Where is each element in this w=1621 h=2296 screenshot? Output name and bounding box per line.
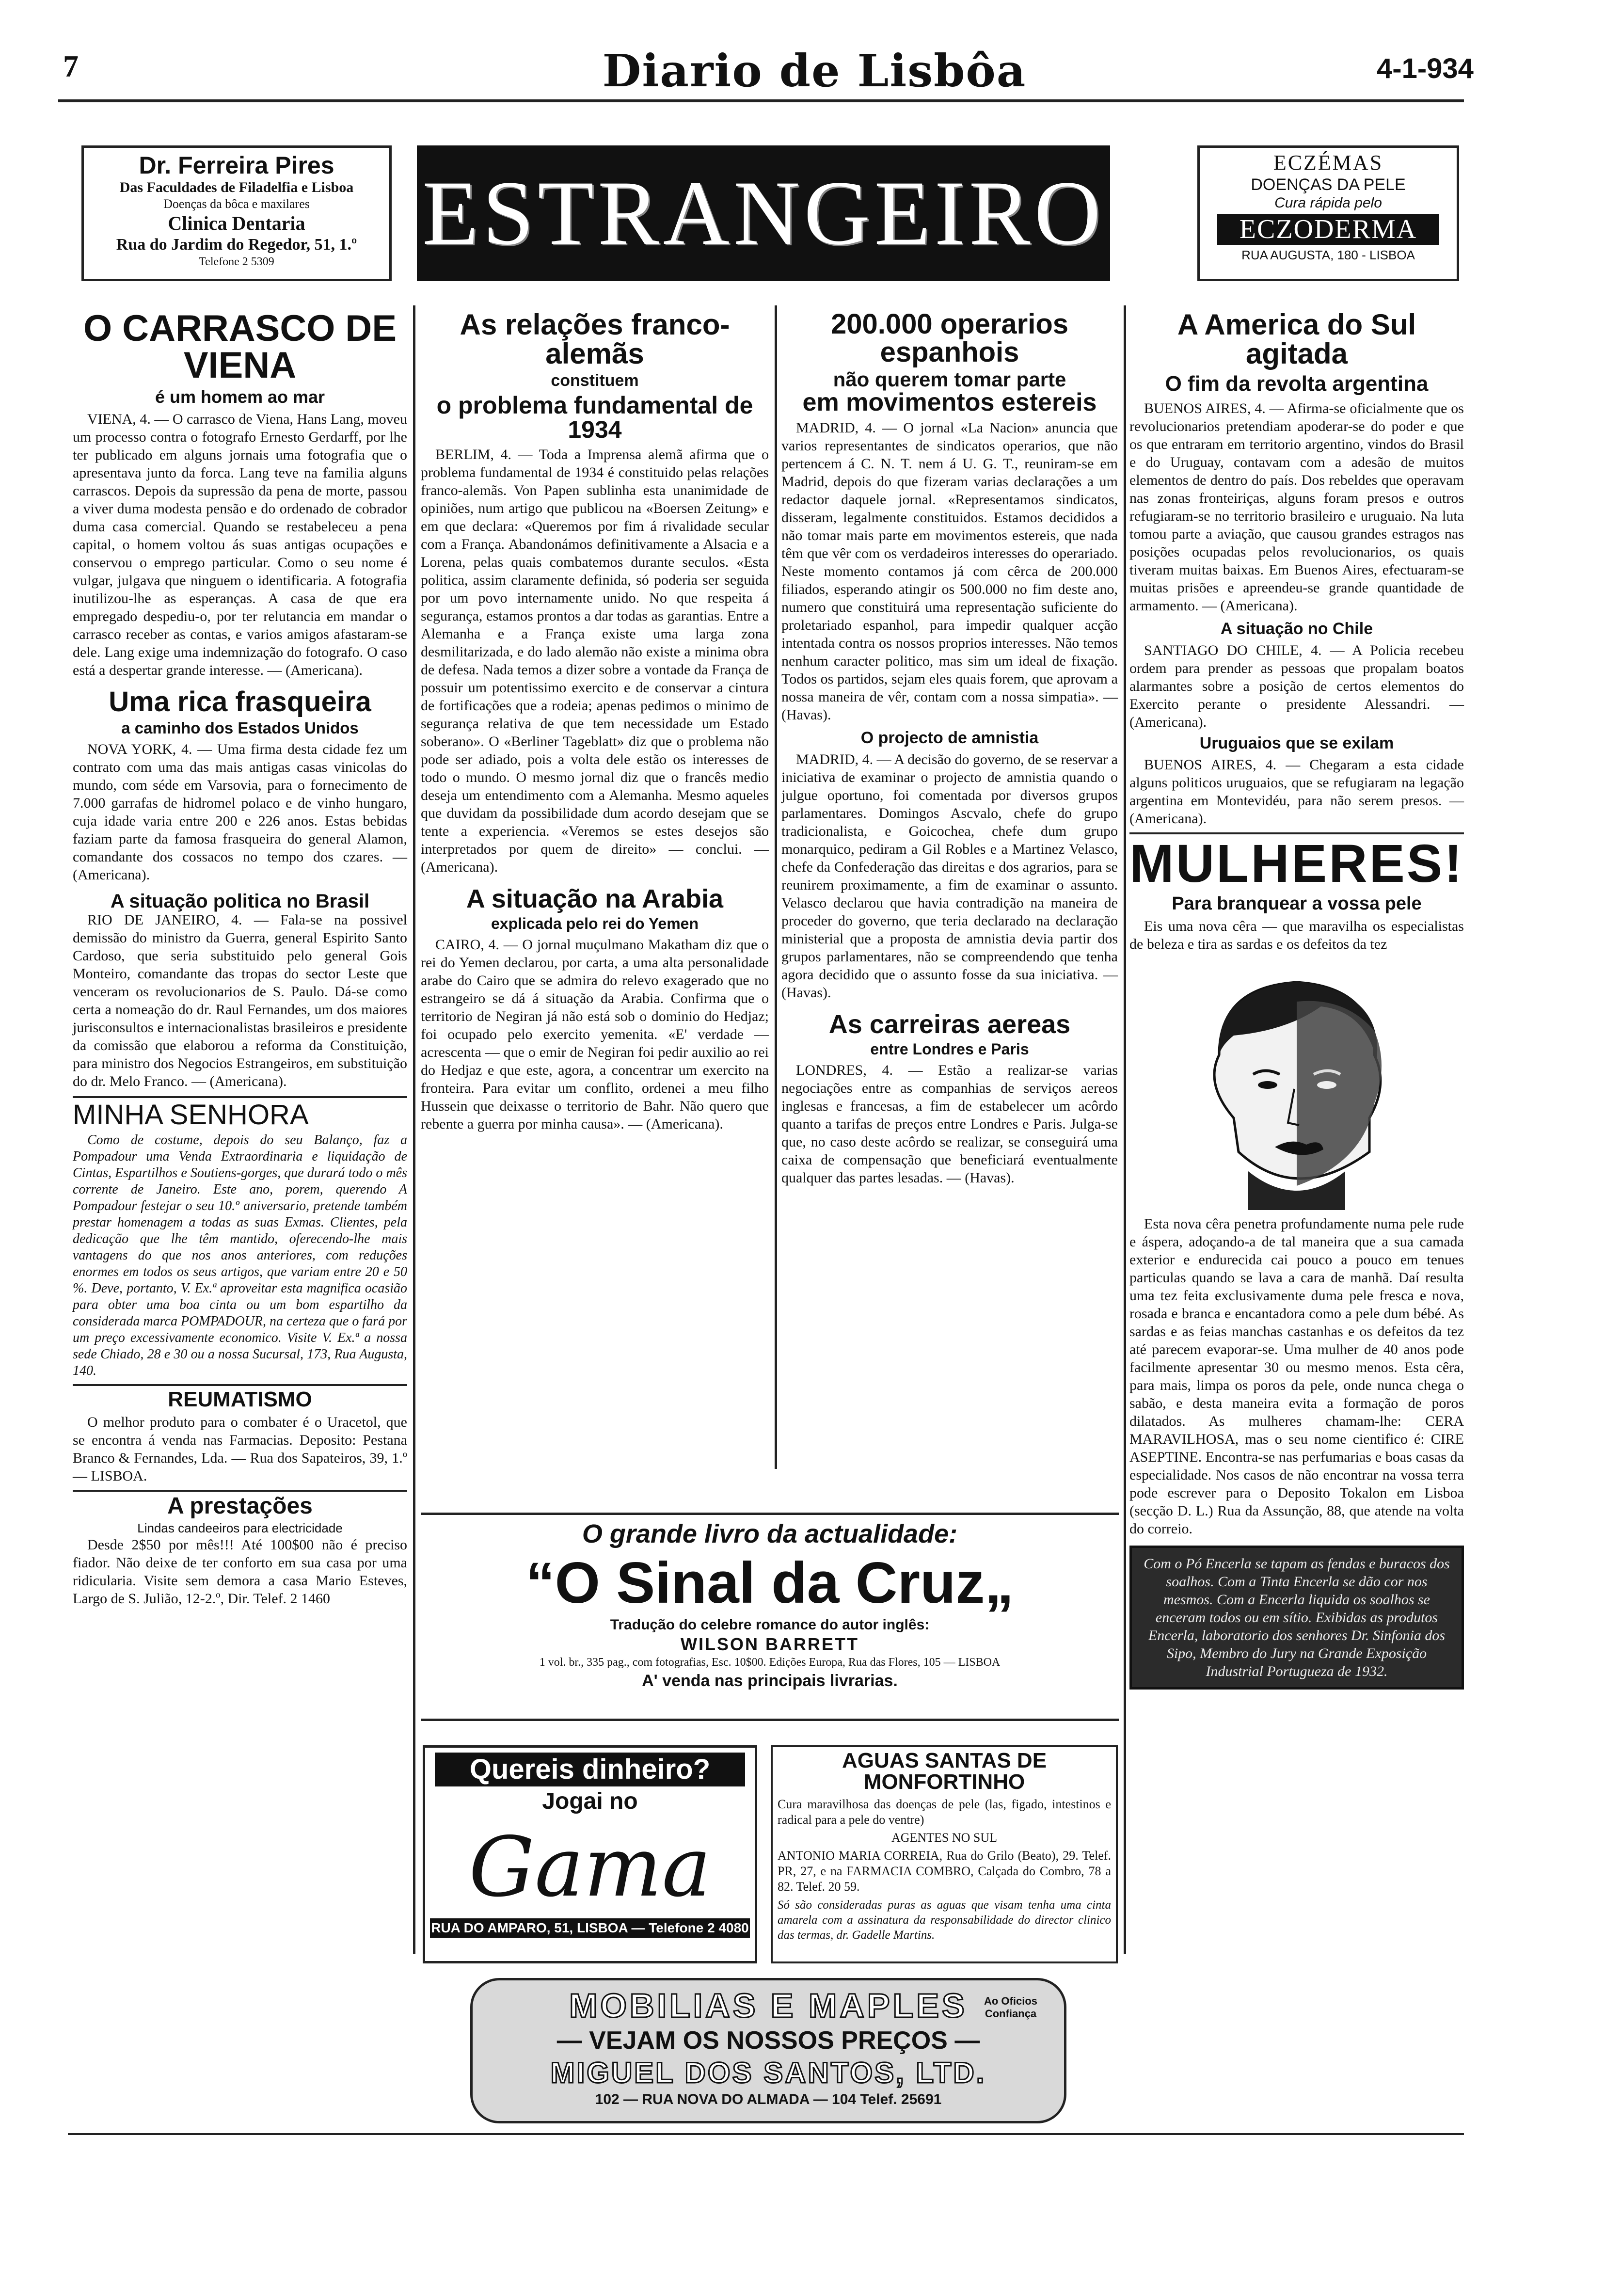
- article-carreiras: LONDRES, 4. — Estão a realizar-se varias negociações entre as companhias de serviços aereos inglesas e francesas, a fim de estabelecer um acôrdo quanto a tarifas de preços entre Londres e Paris. Julga-se que, no caso deste acôrdo se realizar, se conseguirá uma caixa de compensação que beneficiará eventualmente qualquer das partes lesadas. — (Havas).: [781, 1062, 1118, 1186]
- ad-gama: [423, 1745, 757, 1963]
- gama-line1: Quereis dinheiro?: [435, 1753, 745, 1786]
- eczema-line2: DOENÇAS DA PELE: [1251, 175, 1406, 194]
- dentist-name: Dr. Ferreira Pires: [139, 152, 334, 179]
- gama-line2: Jogai no: [542, 1788, 638, 1814]
- article-brasil: RIO DE JANEIRO, 4. — Fala-se na possivel demissão do ministro da Guerra, general Espirito Santo Cardoso, que seria substituido pelo general Gois Monteiro, comandante das tropas do sector Leste que venceram os revolucionarios de S. Paulo. Dá-se como certa a nomeação do dr. Raul Fernandes, um dos maiores jurisconsultos e internacionalistas brasileiros e presidente da comissão que elaborou a reforma da Constituição, para ministro dos Negocios Estrangeiros, em substituição do dr. Melo Franco. — (Americana).: [73, 912, 407, 1089]
- column-4: [1129, 310, 1464, 1690]
- headline-arabia: A situação na Arabia: [466, 884, 724, 913]
- ad-eczema: [1197, 145, 1459, 281]
- article-chile: SANTIAGO DO CHILE, 4. — A Policia recebeu ordem para prender as pessoas que propalam boatos alarmantes sobre a posição de certos elementos do Exercito perante o presidente Alessandri. — (Americana).: [1129, 642, 1464, 730]
- page-bottom-rule: [68, 2133, 1464, 2135]
- ad-senhora-title: MINHA SENHORA: [73, 1099, 309, 1131]
- mobilias-line3: MIGUEL DOS SANTOS, LTD.: [550, 2057, 986, 2089]
- headline-operarios: 200.000 operarios espanhois: [830, 308, 1069, 368]
- book-title: “O Sinal da Cruz„: [525, 1550, 1014, 1615]
- eczema-address: RUA AUGUSTA, 180 - LISBOA: [1241, 248, 1415, 262]
- headline-problema: o problema fundamental de 1934: [436, 392, 753, 443]
- subhead-nao-querem: não querem tomar parte: [833, 368, 1066, 391]
- aguas-note: Só são consideradas puras as aguas que visam tenha uma cinta amarela com a assinatura da responsabilidade do director clinico das termas, dr. Gadelle Martins.: [778, 1898, 1111, 1942]
- article-arabia: CAIRO, 4. — O jornal muçulmano Makatham diz que o rei do Yemen declarou, por carta, a uma alta personalidade arabe do Cairo que se admira do relevo exagerado que no estrangeiro se dá á situação da Arabia. Confirma que o territorio de Negiran já não está sob o dominio do Hedjaz; foi ocupado pelo exercito yemenita. «E' verdade — acrescenta — que o emir de Negiran foi pedir auxilio ao rei do Hedjaz e que este, agora, a concentrar um exercito na fronteira. Para evitar um conflito, ordenei a meu filho Hussein que deixasse o territorio de Bahr. Não quero que rebente a guerra por minha causa». — (Americana).: [421, 937, 769, 1132]
- eczema-line3: Cura rápida pelo: [1274, 195, 1382, 211]
- headline-america-sul: A America do Sul agitada: [1177, 308, 1416, 370]
- ad-mulheres-sub: Para branquear a vossa pele: [1172, 893, 1422, 914]
- article-franco-alemas: BERLIM, 4. — Toda a Imprensa alemã afirma que o problema fundamental de 1934 é constituido pelas relações franco-alemãs. Von Papen sublinha esta unanimidade de opiniões, num artigo que publicou na «Boersen Zeitung» e em que declara: «Queremos por fim á rivalidade secular com a França. Abandonámos definitivamente a Alsacia e a Lorena, pelas quais combatemos durante seculos. «Esta politica, assim claramente definida, só poderia ser seguida por um povo internamente unido. No que respeita á segurança, estamos prontos a dar todas as garantias. Entre a Alemanha e a França existe uma larga zona desmilitarizada, e do lado alemão não existe a minima obra de defesa. Nada temos a dizer sobre a vontade da França de possuir um potentissimo exercito e de conservar a cintura de fortificações que a rodeia; apenas pedimos o minimo de segurança relativa de que tem necessidade um Estado soberano». O «Berliner Tageblatt» diz que o problema não pode ser adiado, pois a volta dele estão os interesses de todo o mundo. O mesmo jornal diz que o francês medio deseja um entendimento com a Alemanha. Mesmo aqueles que duvidam da possibilidade dum acordo desejam que se tente a experiencia. «Veremos se estes desejos são interpretados por quem de direito» — conclui. — (Americana).: [421, 446, 769, 875]
- aguas-agents: ANTONIO MARIA CORREIA, Rua do Grilo (Beato), 29. Telef. PR, 27, e na FARMACIA COMBRO, Calçada do Combro, 78 a 82. Telef. 20 59.: [778, 1849, 1111, 1894]
- mobilias-line1: MOBILIAS E MAPLES: [569, 1987, 968, 2025]
- aguas-title: AGUAS SANTAS DE MONFORTINHO: [842, 1749, 1047, 1794]
- column-rule: [413, 305, 415, 1954]
- section-title: ESTRANGEIRO: [422, 162, 1105, 264]
- ad-aguas-santas: [771, 1745, 1118, 1963]
- subhead-arabia: explicada pelo rei do Yemen: [491, 915, 699, 932]
- book-line1: O grande livro da actualidade:: [582, 1519, 958, 1548]
- aguas-agents-title: AGENTES NO SUL: [891, 1831, 998, 1845]
- newspaper-title: Diario de Lisbôa: [602, 45, 1027, 97]
- ad-mulheres-title: MULHERES!: [1129, 834, 1464, 893]
- headline-uruguaios: Uruguaios que se exilam: [1199, 734, 1394, 752]
- headline-brasil: A situação politica no Brasil: [110, 891, 370, 912]
- headline-frasqueira: Uma rica frasqueira: [109, 686, 371, 718]
- headline-carreiras: As carreiras aereas: [828, 1010, 1071, 1039]
- headline-chile: A situação no Chile: [1220, 620, 1373, 638]
- headline-franco-alemas: As relações franco-alemãs: [460, 308, 730, 370]
- article-operarios: MADRID, 4. — O jornal «La Nacion» anuncia que varios representantes de sindicatos operarios, que não pertencem á C. N. T. nem á U. G. T., reuniram-se em Madrid, depois do que fizeram varias declarações a um redactor daquele jornal. «Representamos sindicatos, disseram, legalmente constituidos. Estamos decididos a não tomar mais parte em movimentos estereis, que nada têm que vêr com os verdadeiros interesses do operariado. Neste momento contamos já com cêrca de 200.000 filiados, esperando atingir os 500.000 no fim deste ano, numero que constituirá uma representação suficiente do proletariado espanhol, para impedir qualquer acção intentada contra os nossos proprios interesses. Não temos nenhum caracter politico, mas sim um ideal de fixação. Todos os partidos, sejam eles quais forem, que aprovam a nossa maneira de vêr, contam com a nossa simpatia». — (Havas).: [781, 420, 1118, 723]
- book-footer: A' venda nas principais livrarias.: [642, 1672, 898, 1690]
- dentist-phone: Telefone 2 5309: [199, 255, 274, 268]
- dentist-line1: Das Faculdades de Filadelfia e Lisboa: [119, 179, 354, 195]
- rule: [73, 1384, 407, 1386]
- gama-brand: Gama: [469, 1819, 711, 1915]
- dentist-line2: Doenças da bôca e maxilares: [163, 197, 310, 211]
- column-3: [781, 310, 1118, 1187]
- ad-prestacoes-title: A prestações: [167, 1493, 313, 1519]
- ad-dentist: [81, 145, 392, 281]
- article-frasqueira: NOVA YORK, 4. — Uma firma desta cidade fez um contrato com uma das mais antigas casas vinicolas do mundo, com séde em Varsovia, para o fornecimento de 7.000 garrafas de hidromel polaco e de vinho hungaro, cuja idade varia entre 200 e 226 anos. Estas bebidas faziam parte da famosa frasqueira do general Alamon, comandante dos cossacos no tempo dos czares. — (Americana).: [73, 741, 407, 883]
- mobilias-line2: — VEJAM OS NOSSOS PREÇOS —: [556, 2026, 980, 2055]
- eczema-line1: ECZÉMAS: [1273, 151, 1383, 175]
- column-rule: [1124, 305, 1126, 1954]
- column-rule: [775, 305, 777, 1469]
- dentist-clinic: Clinica Dentaria: [168, 212, 305, 234]
- ad-reumatismo-title: REUMATISMO: [168, 1387, 312, 1411]
- book-details: 1 vol. br., 335 pag., com fotografias, Esc. 10$00. Edições Europa, Rua das Flores, 105 — LISBOA: [539, 1656, 1001, 1669]
- subhead-carrasco: é um homem ao mar: [155, 387, 325, 407]
- column-1: [73, 310, 407, 1608]
- ad-book: [421, 1513, 1119, 1721]
- issue-date: 4-1-934: [1377, 53, 1474, 84]
- eczema-brand: ECZODERMA: [1217, 214, 1439, 245]
- ad-mulheres-intro: Eis uma nova cêra — que maravilha os especialistas de beleza e tira as sardas e os defeitos da tez: [1129, 918, 1464, 952]
- ad-senhora-body: Como de costume, depois do seu Balanço, faz a Pompadour uma Venda Extraordinaria e liquidação de Cintas, Espartilhos e Soutiens-gorges, que durará todo o mês corrente de Janeiro. Este ano, porem, querendo A Pompadour festejar o seu 10.º aniversario, pretende também prestar homenagem a todas as suas Exmas. Clientes, pela dedicação que lhe têm mantido, oferecendo-lhe mais vantagens do que nos anos anteriores, com reduções enormes em todos os seus artigos, que variam entre 20 e 50 %. Deve, portanto, V. Ex.ª aproveitar esta magnifica ocasião para obter uma boa cinta ou um bom espartilho da considerada marca POMPADOUR, na certeza que o fará por um preço excessivamente economico. Visite V. Ex.ª a nossa sede Chiado, 28 e 30 ou a nossa Sucursal, 173, Rua Augusta, 140.: [73, 1132, 407, 1378]
- page-number: 7: [63, 49, 79, 83]
- ad-prestacoes-body: Desde 2$50 por mês!!! Até 100$00 não é preciso fiador. Não deixe de ter conforto em sua casa por uma ridicularia. Visite sem demora a casa Mario Esteves, Largo de S. Julião, 12-2.º, Dir. Telef. 2 1460: [73, 1537, 407, 1607]
- book-line2: Tradução do celebre romance do autor inglês:: [610, 1617, 930, 1633]
- column-2: [421, 310, 769, 1133]
- subhead-revolta: O fim da revolta argentina: [1165, 372, 1429, 396]
- subhead-constituem: constituem: [551, 371, 639, 390]
- aguas-body: Cura maravilhosa das doenças de pele (las, figado, intestinos e radical para a pele do ventre): [778, 1797, 1111, 1827]
- article-uruguaios: BUENOS AIRES, 4. — Chegaram a esta cidade alguns politicos uruguaios, que se refugiaram na legação argentina em Montevidéu, para não serem presos. — (Americana).: [1129, 757, 1464, 827]
- mobilias-side: Ao Oficios Confiança: [984, 1995, 1037, 2020]
- book-author: WILSON BARRETT: [681, 1634, 859, 1654]
- article-america-sul: BUENOS AIRES, 4. — Afirma-se oficialmente que os revolucionarios pretendiam apoderar-se do poder e que os que entraram em territorio argentino, vindos do Brasil e do Uruguay, contavam com a adesão de muitos elementos de dentro do país. Dos rebeldes que operavam nas zonas fronteiriças, alguns foram presos e outros refugiaram-se no territorio brasileiro e uruguaio. Na luta tomou parte a aviação, que causou grandes estragos nas posições ocupadas pelos revolucionarios, os quais tiveram muitas baixas. Em Buenos Aires, efectuaram-se muitas prisões e apreendeu-se grande quantidade de armamento. — (Americana).: [1129, 400, 1464, 614]
- headline-amnistia: O projecto de amnistia: [860, 729, 1039, 747]
- ad-mobilias: [470, 1978, 1066, 2123]
- article-carrasco: VIENA, 4. — O carrasco de Viena, Hans Lang, moveu um processo contra o fotografo Ernesto Gerdarff, por lhe ter publicado em alguns jornais uma fotografia que o apresentava junto da forca. Lang teve na familia alguns carrascos. Depois da supressão da pena de morte, passou a viver duma modesta pensão e do ordenado de cobrador duma casa comercial. Quando se restabeleceu a pena capital, o homem voltou ás suas antigas ocupações e conservou o emprego particular. Como o seu nome é vulgar, julgava que ninguem o identificaria. A fotografia inutilizou-lhe as esperanças. A casa de que era empregado despediu-o, por ter relutancia em mandar o carrasco receber as contas, e varios amigos afastaram-se dele. Lang exige uma indemnização do fotografo. O caso está a despertar grande interesse. — (Americana).: [73, 411, 407, 678]
- subhead-frasqueira: a caminho dos Estados Unidos: [121, 719, 359, 737]
- gama-footer: RUA DO AMPARO, 51, LISBOA — Telefone 2 4080: [430, 1918, 750, 1938]
- article-amnistia: MADRID, 4. — A decisão do governo, de se reservar a iniciativa de examinar o projecto de amnistia quando o julgue oportuno, foi comentada por diversos grupos parlamentares. Domingos Ascvalo, chefe do grupo tradicionalista, e Goicochea, chefe dum grupo monarquico, pediram a Gil Robles e a Martinez Velasco, chefe da Confederação das direitas e dos agrarios, para se reunirem proximamente, a fim de examinar o assunto. Velasco declarou que havia contradição na maneira de proceder do governo, que teria declarado na declaração ministerial que a proposta de amnistia devia partir dos grupos parlamentares, não se compreendendo que tenha agora decidido que o assunto fosse da sua iniciativa. — (Havas).: [781, 751, 1118, 1001]
- rule: [73, 1490, 407, 1492]
- ad-mulheres-body: Esta nova cêra penetra profundamente numa pele rude e áspera, adoçando-a de tal maneira que a sua camada exterior e endurecida cai pouco a pouco em tenues particulas quando se lava a cara de manhã. Daí resulta uma tez feita exclusivamente duma pele fresca e nova, rosada e branca e encantadora como a pele dum bébé. As sardas e as feias manchas castanhas e os defeitos da tez até parecem evaporar-se. Uma mulher de 40 anos pode facilmente apresentar 30 ou mesmo menos. Esta cêra, para mais, limpa os poros da pele, onde nunca chega o sabão, e desta maneira evita a formação de poros dilatados. As mulheres chamam-lhe: CERA MARAVILHOSA, mas o seu nome cientifico é: CIRE ASEPTINE. Encontra-se nas perfumarias e boas casas da especialidade. Nos casos de não encontrar na vossa terra pode escrever para o Deposito Tokalon em Lisboa (secção D. L.) Rua da Assunção, 88, que atende na volta do correio.: [1129, 1216, 1464, 1537]
- ad-prestacoes-sub: Lindas candeeiros para electricidade: [137, 1521, 343, 1535]
- subhead-carreiras: entre Londres e Paris: [870, 1040, 1029, 1058]
- mobilias-line4: 102 — RUA NOVA DO ALMADA — 104 Telef. 25691: [595, 2091, 942, 2107]
- ad-reumatismo-body: O melhor produto para o combater é o Uracetol, que se encontra á venda nas Farmacias. Deposito: Pestana Branco & Fernandes, Lda. — Rua dos Sapateiros, 39, 1.º — LISBOA.: [73, 1414, 407, 1484]
- section-banner: [417, 145, 1110, 281]
- masthead-rule: [58, 99, 1464, 102]
- dentist-address: Rua do Jardim do Regedor, 51, 1.º: [116, 236, 357, 254]
- headline-carrasco: O CARRASCO DE VIENA: [83, 308, 397, 386]
- subhead-movimentos: em movimentos estereis: [802, 388, 1097, 416]
- ad-encerla: Com o Pó Encerla se tapam as fendas e buracos dos soalhos. Com a Tinta Encerla se dão cor nos mesmos. Com a Encerla liquida os soalhos se enceram todos ou em sítio. Exibidas as produtos Encerla, laboratorio dos senhores Dr. Sinfonia dos Sipo, Membro do Jury na Grande Exposição Industrial Portugueza de 1932.: [1129, 1546, 1464, 1690]
- woman-face-illustration: [1161, 958, 1432, 1210]
